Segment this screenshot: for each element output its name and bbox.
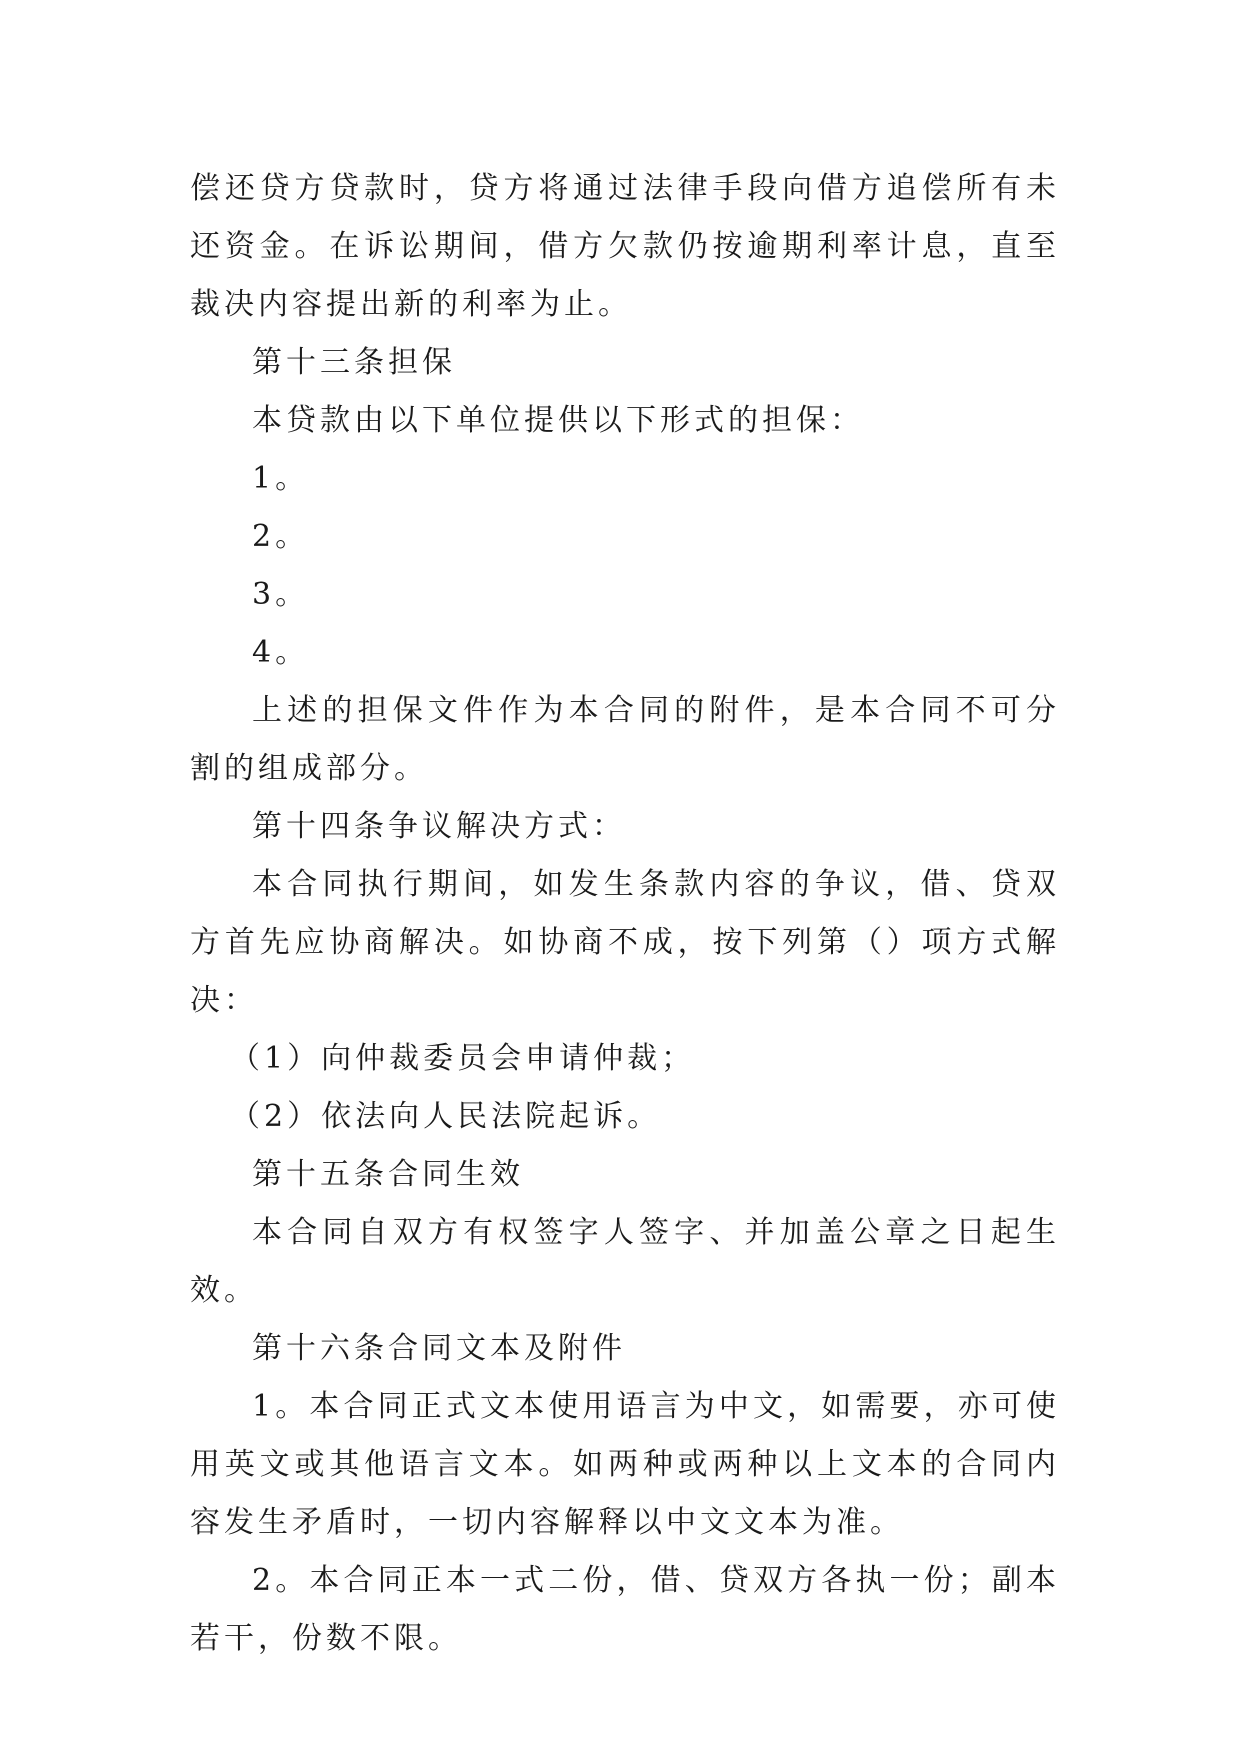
guarantee-item-4: 4。 [252, 635, 310, 670]
copies-clause: 2。本合同正本一式二份，借、贷双方各执一份；副本若干，份数不限。 [190, 1563, 1060, 1656]
document-body [190, 160, 1060, 1668]
guarantee-item-3: 3。 [252, 577, 310, 612]
article-15-heading: 第十五条合同生效 [252, 1157, 524, 1192]
dispute-option-1: （1）向仲裁委员会申请仲裁； [230, 1041, 696, 1076]
guarantee-intro: 本贷款由以下单位提供以下形式的担保： [252, 403, 864, 438]
article-13-heading: 第十三条担保 [252, 345, 456, 380]
effectiveness-text: 本合同自双方有权签字人签字、并加盖公章之日起生效。 [190, 1215, 1060, 1308]
dispute-resolution-text: 本合同执行期间，如发生条款内容的争议，借、贷双方首先应协商解决。如协商不成，按下列第（）项方式解决： [190, 867, 1060, 1018]
guarantee-attachment-note: 上述的担保文件作为本合同的附件，是本合同不可分割的组成部分。 [190, 693, 1060, 786]
paragraph-continuation: 偿还贷方贷款时，贷方将通过法律手段向借方追偿所有未还资金。在诉讼期间，借方欠款仍按逾期利率计息，直至裁决内容提出新的利率为止。 [190, 171, 1060, 322]
dispute-option-2: （2）依法向人民法院起诉。 [230, 1099, 662, 1134]
language-clause: 1。本合同正式文本使用语言为中文，如需要，亦可使用英文或其他语言文本。如两种或两种以上文本的合同内容发生矛盾时，一切内容解释以中文文本为准。 [190, 1389, 1060, 1540]
article-16-heading: 第十六条合同文本及附件 [252, 1331, 626, 1366]
guarantee-item-1: 1。 [252, 461, 310, 496]
article-14-heading: 第十四条争议解决方式： [252, 809, 626, 844]
guarantee-item-2: 2。 [252, 519, 310, 554]
